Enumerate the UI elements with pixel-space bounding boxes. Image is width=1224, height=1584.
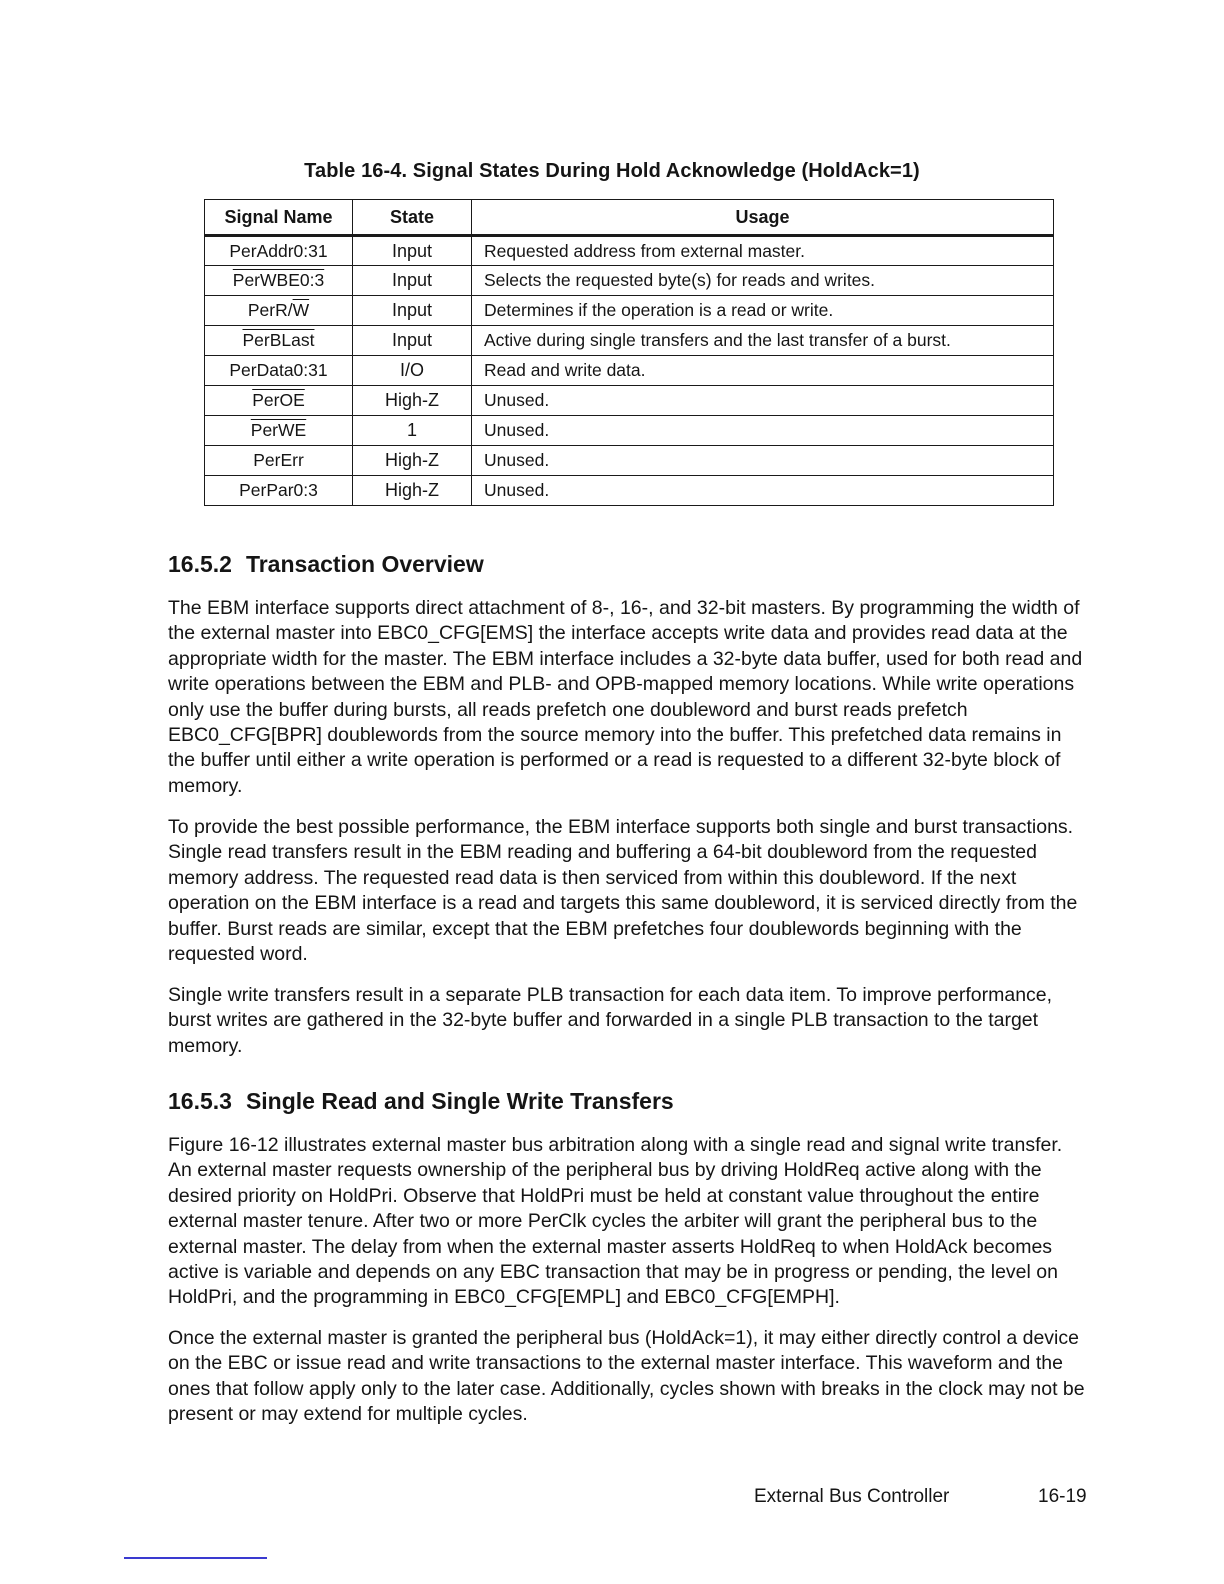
usage-cell: Requested address from external master. [472, 236, 1054, 266]
signal-name-cell [205, 266, 353, 296]
active-low-signal-name: PerBLast [242, 330, 315, 350]
paragraph: Once the external master is granted the peripheral bus (HoldAck=1), it may either directly control a device on the EBC or issue read and write transactions to the external master interface. This waveform and the ones that follow apply only to the later case. Additionally, cycles shown with breaks in the clock may not be present or may extend for multiple cycles. [168, 1327, 1085, 1426]
signal-name-cell [205, 416, 353, 446]
section-title: Single Read and Single Write Transfers [245, 1088, 674, 1114]
usage-cell: Unused. [472, 446, 1054, 476]
paragraph: Single write transfers result in a separate PLB transaction for each data item. To improve performance, burst writes are gathered in the 32-byte buffer and forwarded in a single PLB transaction to the target memory. [168, 984, 1053, 1057]
signal-name-cell: PerData0:31 [205, 356, 353, 386]
signal-name-cell [205, 296, 353, 326]
footer-chapter-title: External Bus Controller [754, 1486, 950, 1507]
table-header-row [205, 200, 1054, 236]
state-cell: I/O [353, 356, 472, 386]
state-cell: Input [353, 326, 472, 356]
table-row [205, 446, 1054, 476]
scan-artifact-line [124, 1557, 267, 1559]
signal-name-cell: PerPar0:3 [205, 476, 353, 506]
active-low-signal-name: PerWBE0:3 [232, 270, 325, 290]
active-low-signal-name: PerWE [250, 420, 307, 440]
column-header-usage: Usage [472, 200, 1054, 236]
active-low-signal-name: PerOE [252, 390, 305, 410]
section-heading-transaction-overview [168, 551, 484, 578]
table-row [205, 266, 1054, 296]
column-header-signal-name: Signal Name [205, 200, 353, 236]
usage-cell: Active during single transfers and the last transfer of a burst. [472, 326, 1054, 356]
state-cell: High-Z [353, 386, 472, 416]
table-row [205, 236, 1054, 266]
table-row [205, 296, 1054, 326]
signal-name-prefix: PerR/ [247, 300, 293, 320]
table-caption: Table 16-4. Signal States During Hold Acknowledge (HoldAck=1) [304, 160, 920, 182]
paragraph: To provide the best possible performance, the EBM interface supports both single and burst transactions. Single read transfers result in the EBM reading and buffering a 64-bit doubleword from the requested memory address. The requested read data is then serviced from within this doubleword. If the next operation on the EBM interface is a read and targets this same doubleword, it is serviced directly from the buffer. Burst reads are similar, except that the EBM prefetches four doublewords beginning with the requested word. [168, 816, 1078, 966]
table-row [205, 476, 1054, 506]
table-row [205, 356, 1054, 386]
state-cell: 1 [353, 416, 472, 446]
paragraph: Figure 16-12 illustrates external master bus arbitration along with a single read and signal write transfer. An external master requests ownership of the peripheral bus by driving HoldReq active along with the desired priority on HoldPri. Observe that HoldPri must be held at constant value throughout the entire external master tenure. After two or more PerClk cycles the arbiter will grant the peripheral bus to the external master. The delay from when the external master asserts HoldReq to when HoldAck becomes active is variable and depends on any EBC transaction that may be in progress or pending, the level on HoldPri, and the programming in EBC0_CFG[EMPL] and EBC0_CFG[EMPH]. [168, 1134, 1063, 1309]
usage-cell: Unused. [472, 416, 1054, 446]
table-row [205, 326, 1054, 356]
signal-name-cell [205, 326, 353, 356]
table-row [205, 416, 1054, 446]
state-cell: Input [353, 266, 472, 296]
table-row [205, 386, 1054, 416]
usage-cell: Read and write data. [472, 356, 1054, 386]
column-header-state: State [353, 200, 472, 236]
usage-cell: Unused. [472, 476, 1054, 506]
section-heading-single-transfers [168, 1088, 674, 1115]
state-cell: High-Z [353, 446, 472, 476]
signal-name-cell: PerErr [205, 446, 353, 476]
footer-page-number: 16-19 [1038, 1486, 1087, 1507]
state-cell: High-Z [353, 476, 472, 506]
state-cell: Input [353, 296, 472, 326]
usage-cell: Unused. [472, 386, 1054, 416]
usage-cell: Determines if the operation is a read or write. [472, 296, 1054, 326]
signal-name-cell [205, 386, 353, 416]
active-low-suffix: $\overline{W}$ [292, 300, 310, 320]
usage-cell: Selects the requested byte(s) for reads and writes. [472, 266, 1054, 296]
section-number: 16.5.2 [168, 551, 232, 577]
signal-states-table [204, 199, 1054, 506]
state-cell: Input [353, 236, 472, 266]
section-title: Transaction Overview [245, 551, 484, 577]
paragraph: The EBM interface supports direct attachment of 8-, 16-, and 32-bit masters. By programming the width of the external master into EBC0_CFG[EMS] the interface accepts write data and provides read data at the appropriate width for the master. The EBM interface includes a 32-byte data buffer, used for both read and write operations between the EBM and PLB- and OPB-mapped memory locations. While write operations only use the buffer during bursts, all reads prefetch one doubleword and burst reads prefetch EBC0_CFG[BPR] doublewords from the source memory into the buffer. This prefetched data remains in the buffer until either a write operation is performed or a read is requested to a different 32-byte block of memory. [168, 597, 1083, 797]
section-number: 16.5.3 [168, 1088, 232, 1114]
signal-name-cell: PerAddr0:31 [205, 236, 353, 266]
